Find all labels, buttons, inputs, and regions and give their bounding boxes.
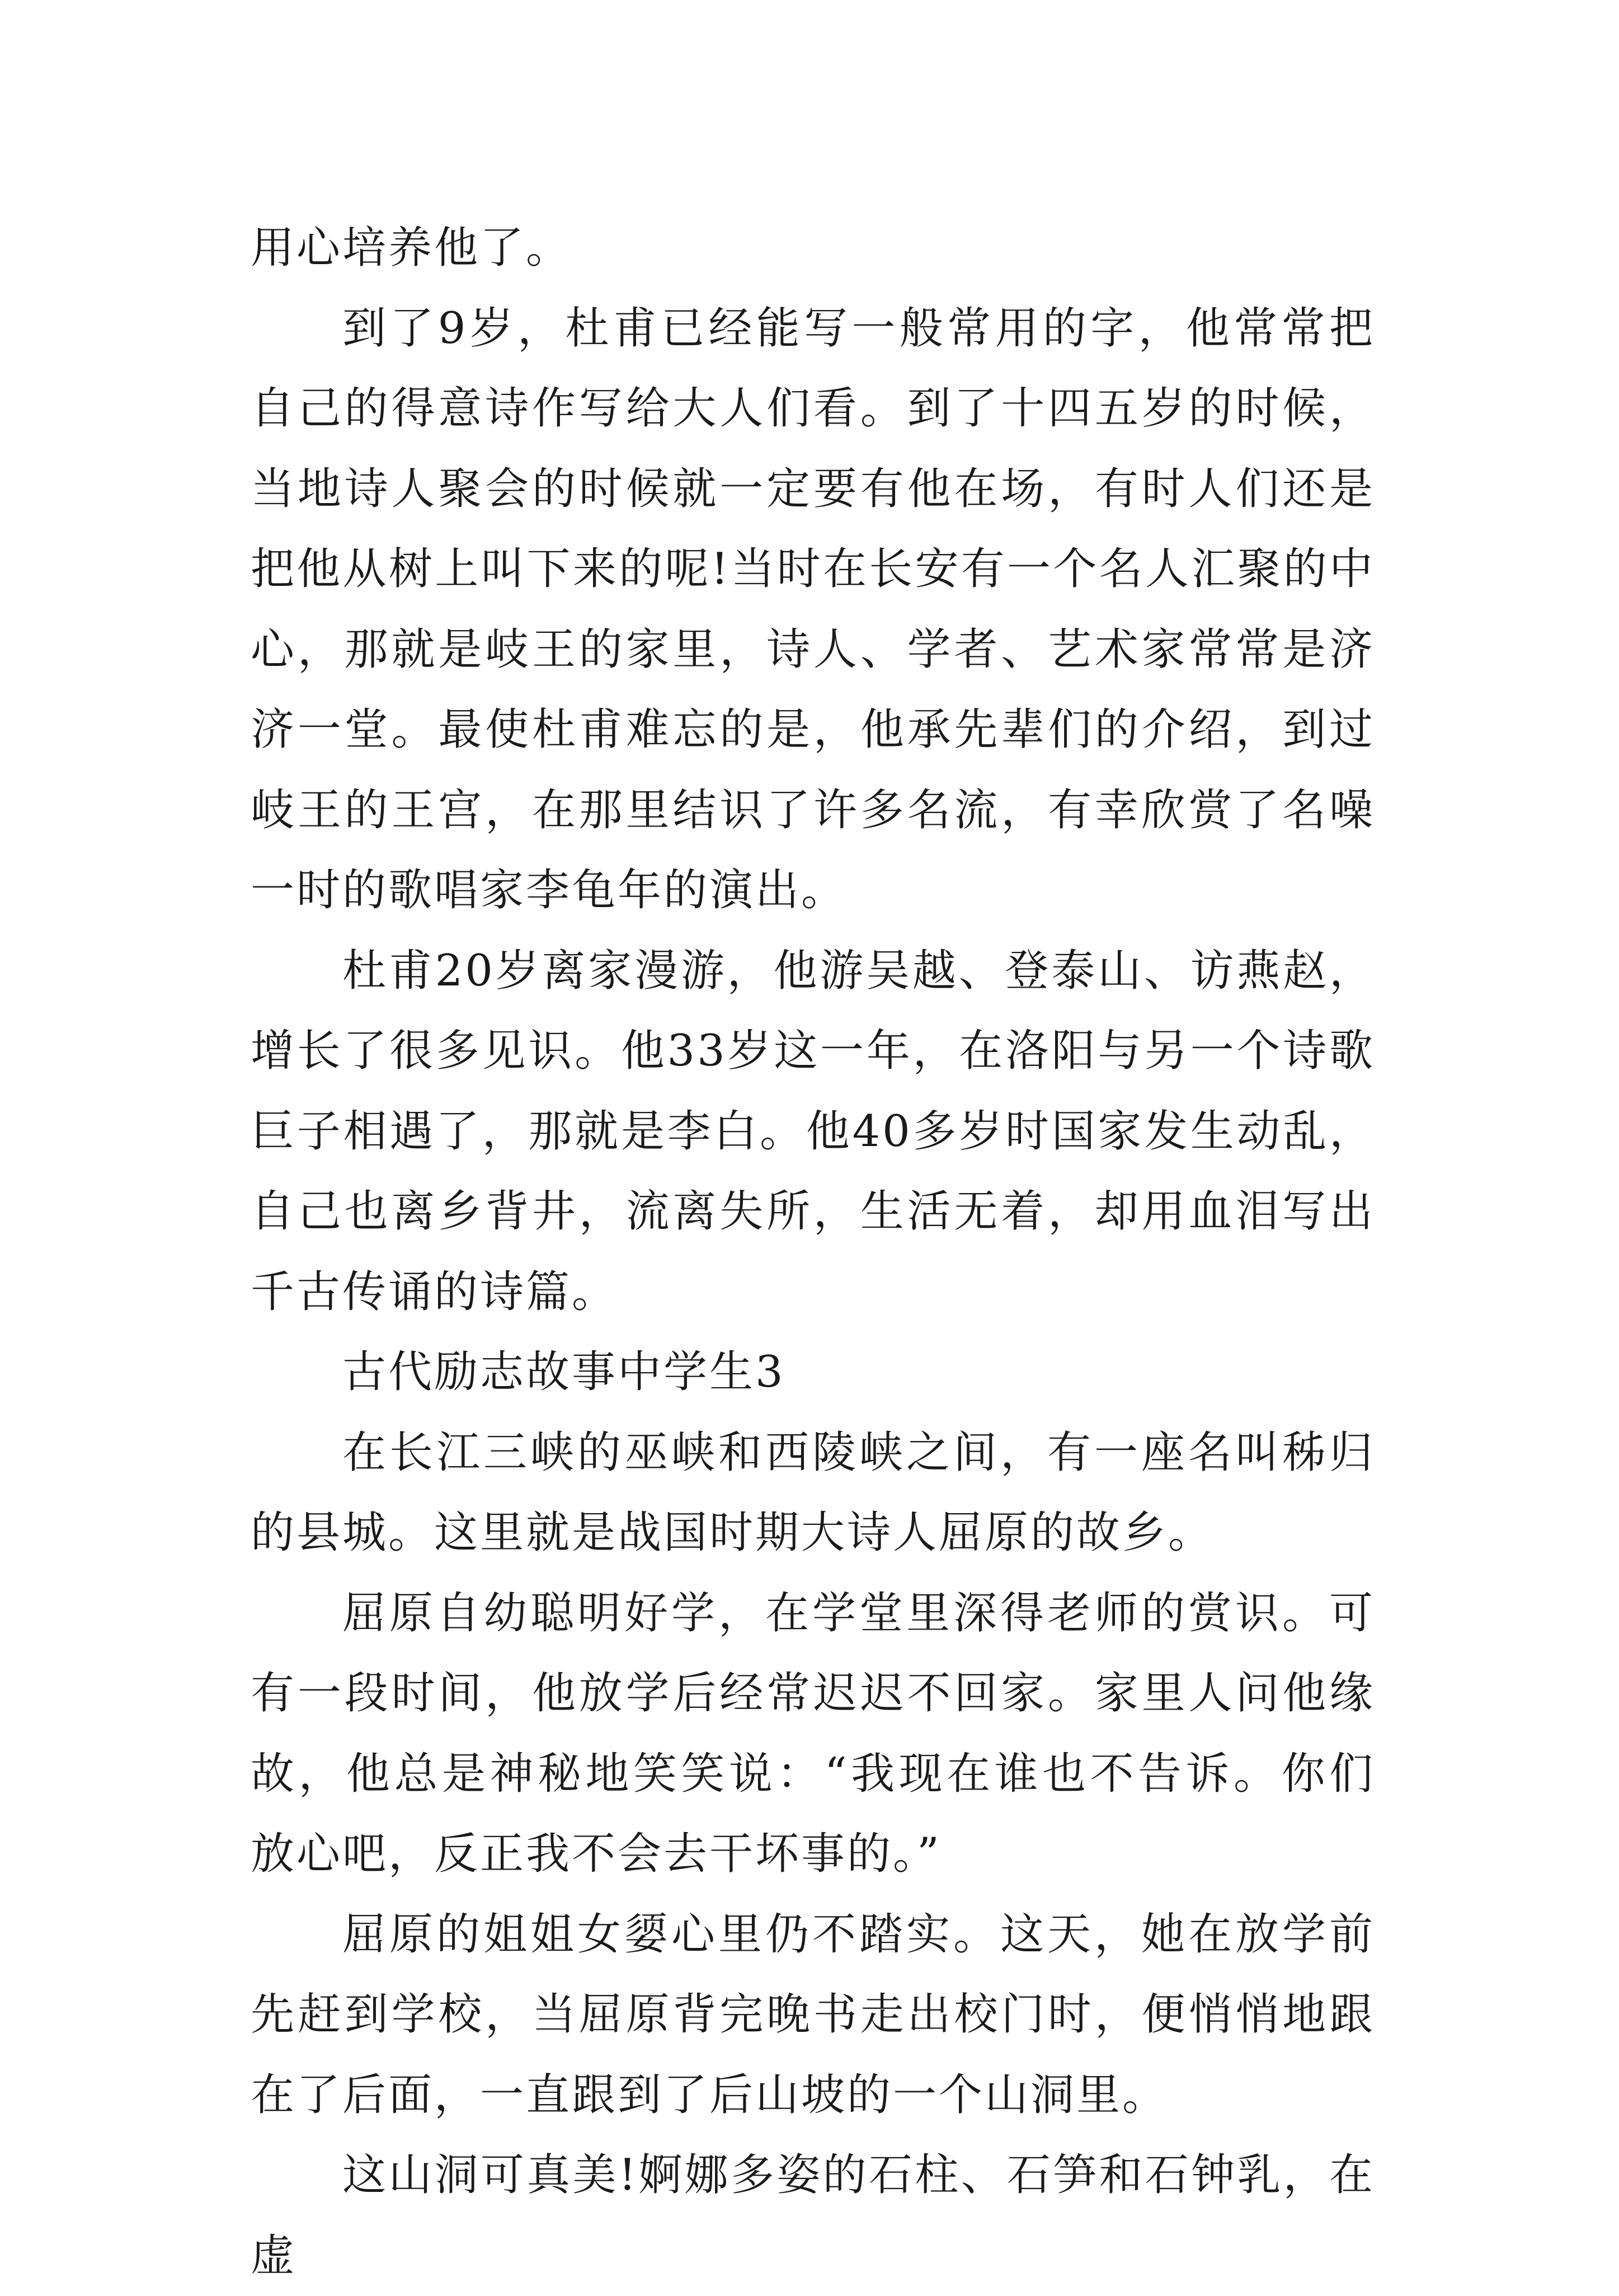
paragraph-1: 用心培养他了。 (251, 223, 572, 273)
body-text (251, 208, 1375, 2296)
paragraph-7: 这山洞可真美!婀娜多姿的石柱、石笋和石钟乳，在虚 (251, 2150, 1375, 2281)
paragraph-2: 到了9岁，杜甫已经能写一般常用的字，他常常把自己的得意诗作写给大人们看。到了十四五岁的时候，当地诗人聚会的时候就一定要有他在场，有时人们还是把他从树上叫下来的呢!当时在长安有一个名人汇聚的中心，那就是岐王的家里，诗人、学者、艺术家常常是济济一堂。最使杜甫难忘的是，他承先辈们的介绍，到过岐王的王宫，在那里结识了许多名流，有幸欣赏了名噪一时的歌唱家李龟年的演出。 (251, 303, 1375, 915)
paragraph-5: 屈原自幼聪明好学，在学堂里深得老师的赏识。可有一段时间，他放学后经常迟迟不回家。家里人问他缘故，他总是神秘地笑笑说：“我现在谁也不告诉。你们放心吧，反正我不会去干坏事的。” (251, 1588, 1375, 1879)
paragraph-3: 杜甫20岁离家漫游，他游吴越、登泰山、访燕赵，增长了很多见识。他33岁这一年，在洛阳与另一个诗歌巨子相遇了，那就是李白。他40多岁时国家发生动乱，自己也离乡背井，流离失所，生活无着，却用血泪写出千古传诵的诗篇。 (251, 945, 1375, 1317)
section-heading: 古代励志故事中学生3 (342, 1347, 785, 1397)
paragraph-6: 屈原的姐姐女媭心里仍不踏实。这天，她在放学前先赶到学校，当屈原背完晚书走出校门时，便悄悄地跟在了后面，一直跟到了后山坡的一个山洞里。 (251, 1909, 1375, 2120)
paragraph-4: 在长江三峡的巫峡和西陵峡之间，有一座名叫秭归的县城。这里就是战国时期大诗人屈原的故乡。 (251, 1427, 1375, 1558)
